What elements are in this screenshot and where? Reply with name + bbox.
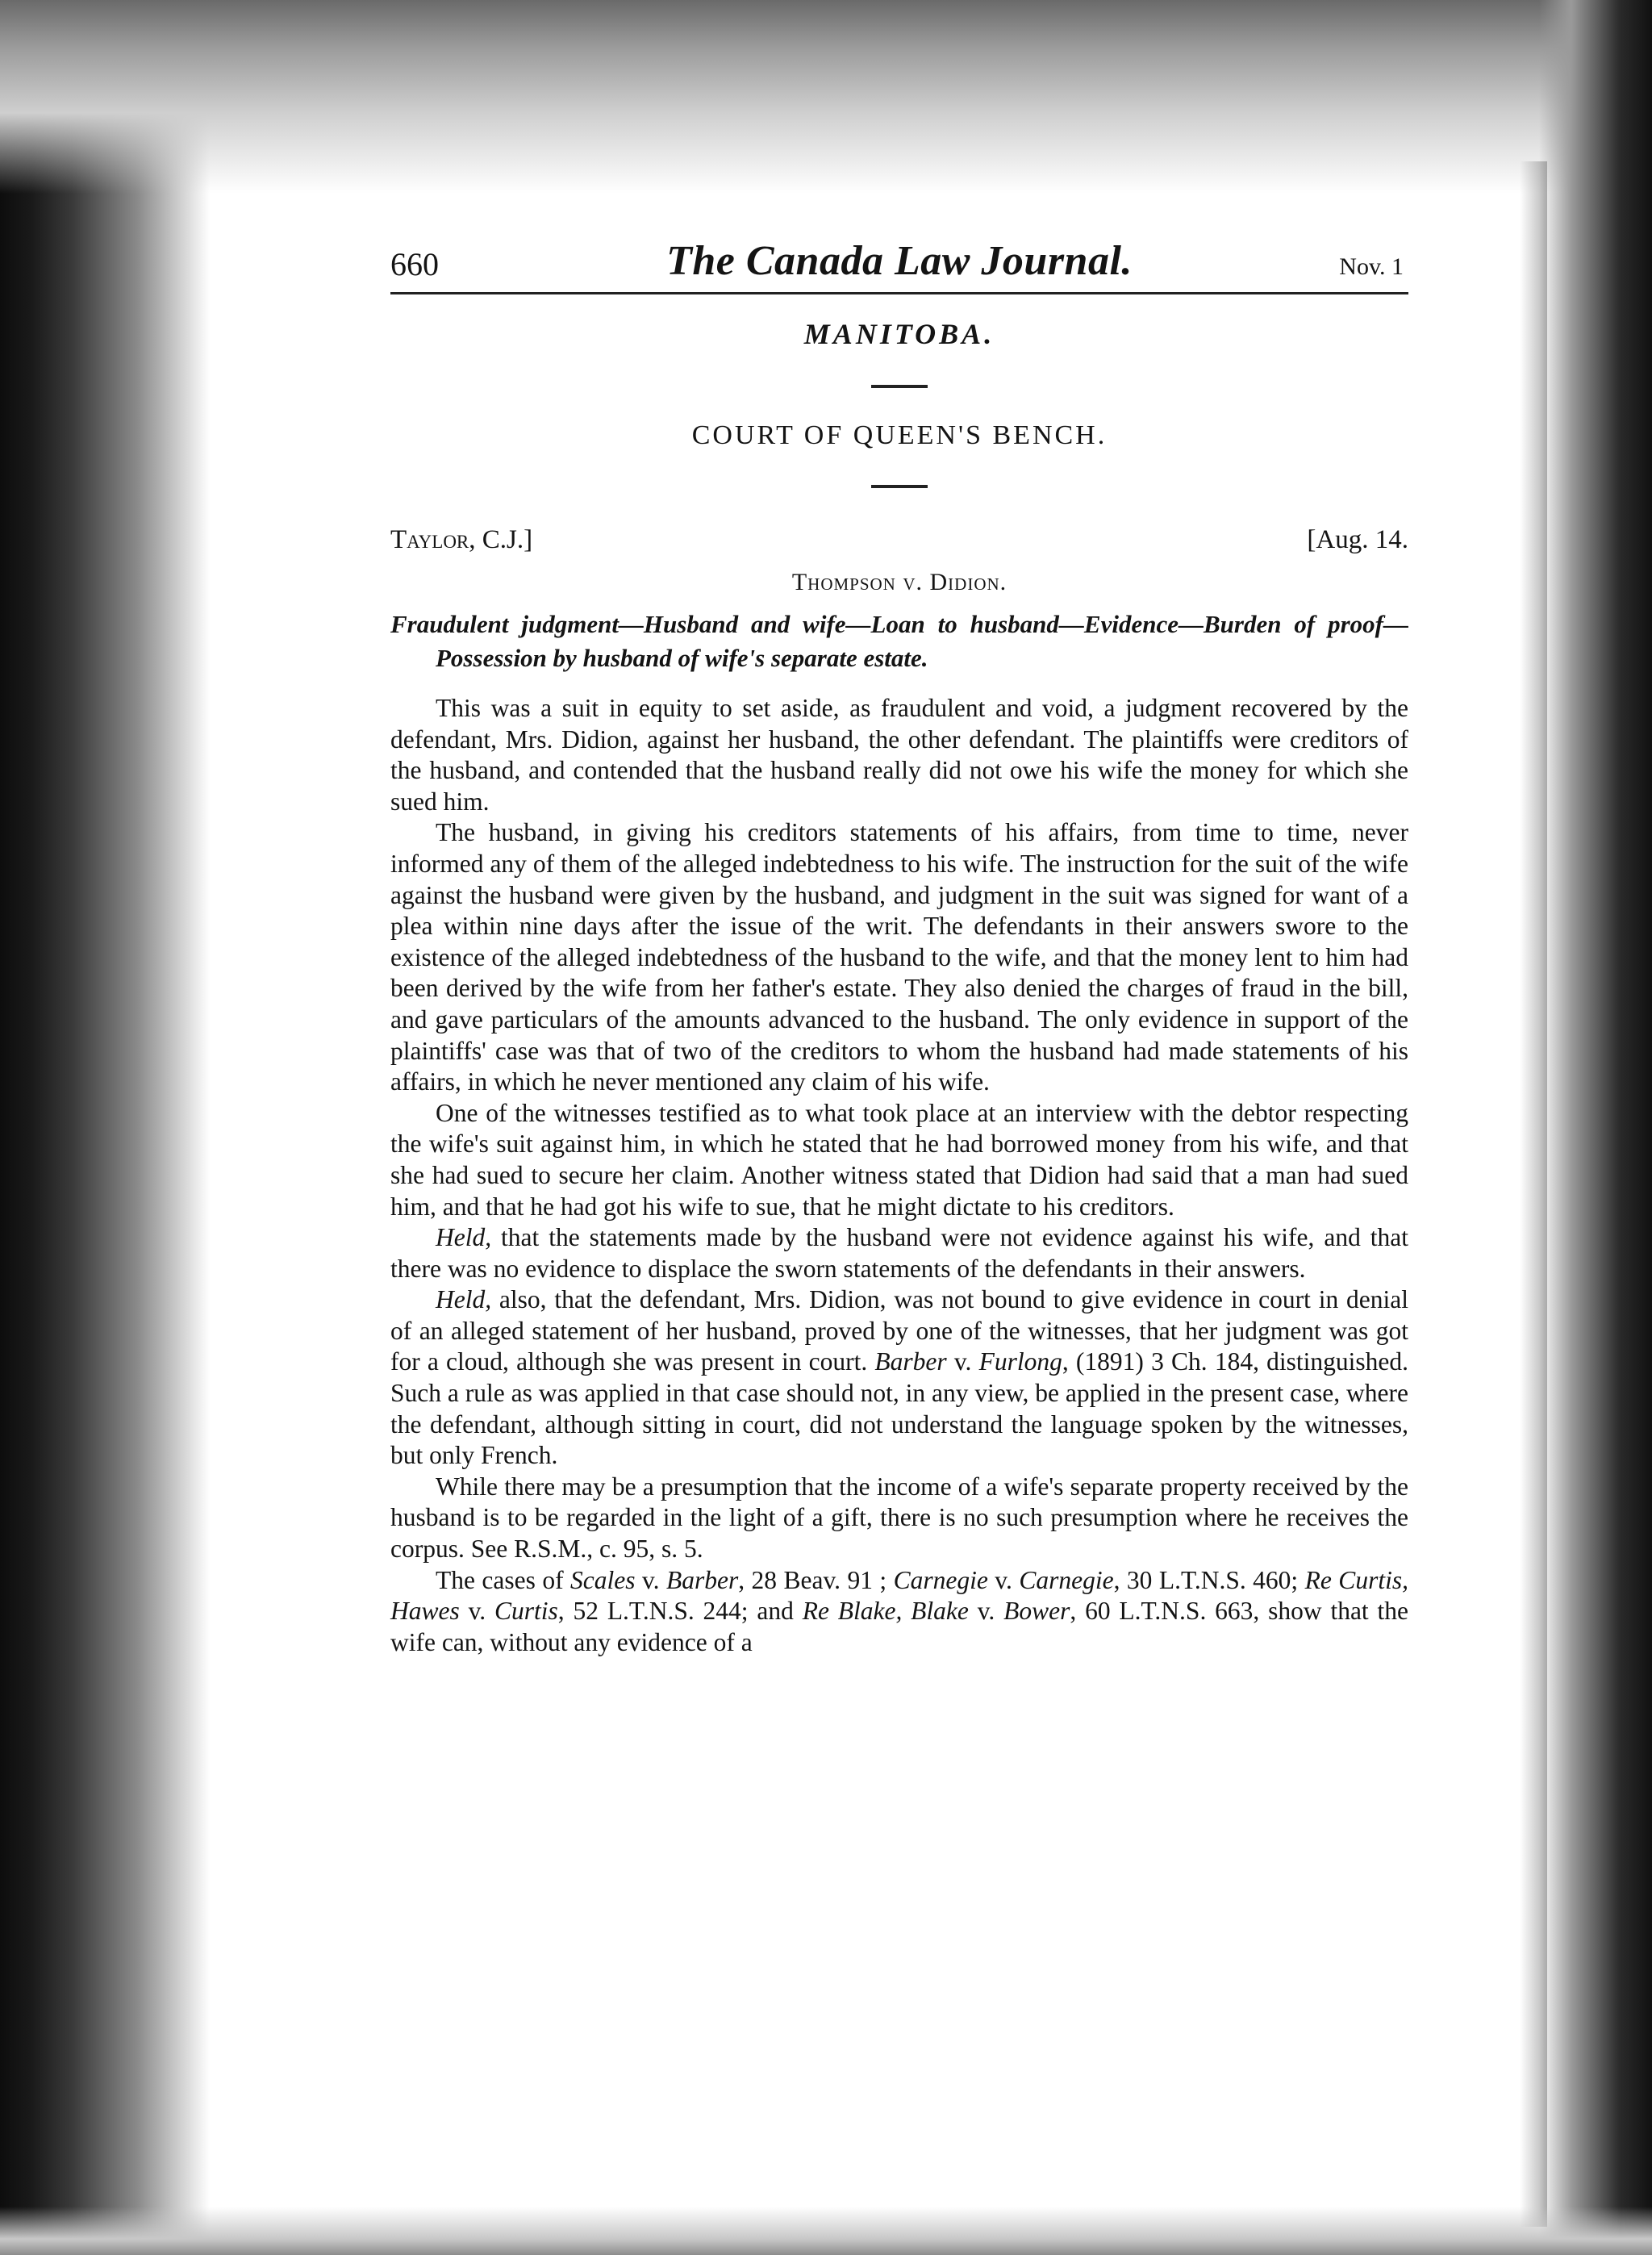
citation-text: , 60 L.T.N.S. 663, show that the wife can, without any evidence of a [390, 1597, 1408, 1656]
held-text: , (1891) 3 Ch. 184, distinguished. Such a rule as was applied in that case should not, in any view, be applied in the present case, where the defendant, although sitting in court, did not understand the language spoken by the witnesses, but only French. [390, 1347, 1408, 1470]
case-citation: Re Blake, Blake [802, 1597, 969, 1626]
issue-date: Nov. 1 [1339, 253, 1404, 280]
paragraph: One of the witnesses testified as to what took place at an interview with the debtor respecting the wife's suit against him, in which he stated that he had borrowed money from his wife, and that she had sued to secure her claim. Another witness stated that Didion had said that a man had sued him, and that he had got his wife to sue, that he might dictate to his creditors. [390, 1098, 1408, 1221]
judge-line [390, 525, 1408, 566]
paragraph: The husband, in giving his creditors statements of his affairs, from time to time, never informed any of them of the alleged indebtedness to his wife. The instruction for the suit of the wife against the husband were given by the husband, and judgment in the suit was signed for want of a plea within nine days after the issue of the writ. The defendants in their answers swore to the existence of the alleged indebtedness of the husband to the wife, and that the money lent to him had been derived by the wife from her father's estate. They also denied the charges of fraud in the bill, and gave particulars of the amounts advanced to the husband. The only evidence in support of the plaintiffs' case was that of two of the creditors to whom the husband had made statements of his affairs, in which he never mentioned any claim of his wife. [390, 818, 1408, 1096]
held-lead: Held, [436, 1223, 492, 1252]
province-heading: MANITOBA. [803, 318, 995, 350]
decision-date: [Aug. 14. [1307, 525, 1408, 554]
citation-text: , 52 L.T.N.S. 244; and [557, 1597, 803, 1626]
citation-text: , 28 Beav. 91 ; [738, 1565, 894, 1594]
scan-shadow-right [1539, 0, 1652, 2255]
citation-text: The cases of [436, 1565, 571, 1594]
scan-shadow-left [0, 0, 210, 2255]
held-paragraph [390, 1222, 1408, 1284]
page-number: 660 [390, 246, 439, 282]
citation-text: v. [987, 1565, 1020, 1594]
held-text: also, that the defendant, Mrs. Didion, was not bound to give evidence in court in denial of an alleged statement of her husband, proved by one of the witnesses, that her judgment was got for a cloud, although she was present in court. [390, 1285, 1408, 1376]
journal-page [390, 228, 1408, 1658]
citation-text: v. [946, 1347, 979, 1376]
paragraph: While there may be a presumption that the income of a wife's separate property received by the husband is to be regarded in the light of a gift, there is no such presumption where he receives the corpus. See R.S.M., c. 95, s. 5. [390, 1472, 1408, 1564]
held-lead: Held, [436, 1285, 492, 1314]
case-citation: Carnegie [893, 1565, 988, 1594]
case-name: Thompson v. Didion. [791, 569, 1007, 595]
journal-title: The Canada Law Journal. [666, 238, 1133, 284]
scan-shadow-bottom [0, 2207, 1652, 2255]
judge-name: Taylor, C.J.] [390, 525, 533, 554]
held-text: that the statements made by the husband were not evidence against his wife, and that there was no evidence to displace the sworn statements of the defendants in their answers. [390, 1223, 1408, 1283]
citation-text: , 30 L.T.N.S. 460; [1113, 1565, 1305, 1594]
paragraph: This was a suit in equity to set aside, as fraudulent and void, a judgment recovered by the defendant, Mrs. Didion, against her husband, the other defendant. The plaintiffs were creditors of the husband, and contended that the husband really did not owe his wife the money for which she sued him. [390, 694, 1408, 816]
section-divider [871, 485, 928, 488]
headnote: Fraudulent judgment—Husband and wife—Loan to husband—Evidence—Burden of proof—Possession by husband of wife's separate estate. [390, 610, 1408, 672]
case-citation: Furlong [978, 1347, 1062, 1376]
case-citation: Barber [874, 1347, 947, 1376]
header-rule [390, 292, 1408, 294]
case-citation: Bower [1003, 1597, 1070, 1626]
case-citation: Carnegie [1019, 1565, 1114, 1594]
running-head [390, 228, 1408, 292]
cases-paragraph [390, 1565, 1408, 1659]
section-divider [871, 385, 928, 388]
scan-shadow-top [0, 0, 1652, 194]
citation-text: v. [635, 1565, 666, 1594]
citation-text: v. [459, 1597, 494, 1626]
citation-text: v. [968, 1597, 1004, 1626]
held-paragraph [390, 1284, 1408, 1472]
scan-shadow-right-inner [1520, 161, 1547, 2227]
case-citation: Curtis [494, 1597, 558, 1626]
case-citation: Scales [570, 1565, 636, 1594]
judgment-body [390, 693, 1408, 1658]
case-citation: Barber [665, 1565, 739, 1594]
court-heading: COURT OF QUEEN'S BENCH. [691, 420, 1108, 450]
case-citation: Re Curtis, Hawes [390, 1565, 1408, 1626]
